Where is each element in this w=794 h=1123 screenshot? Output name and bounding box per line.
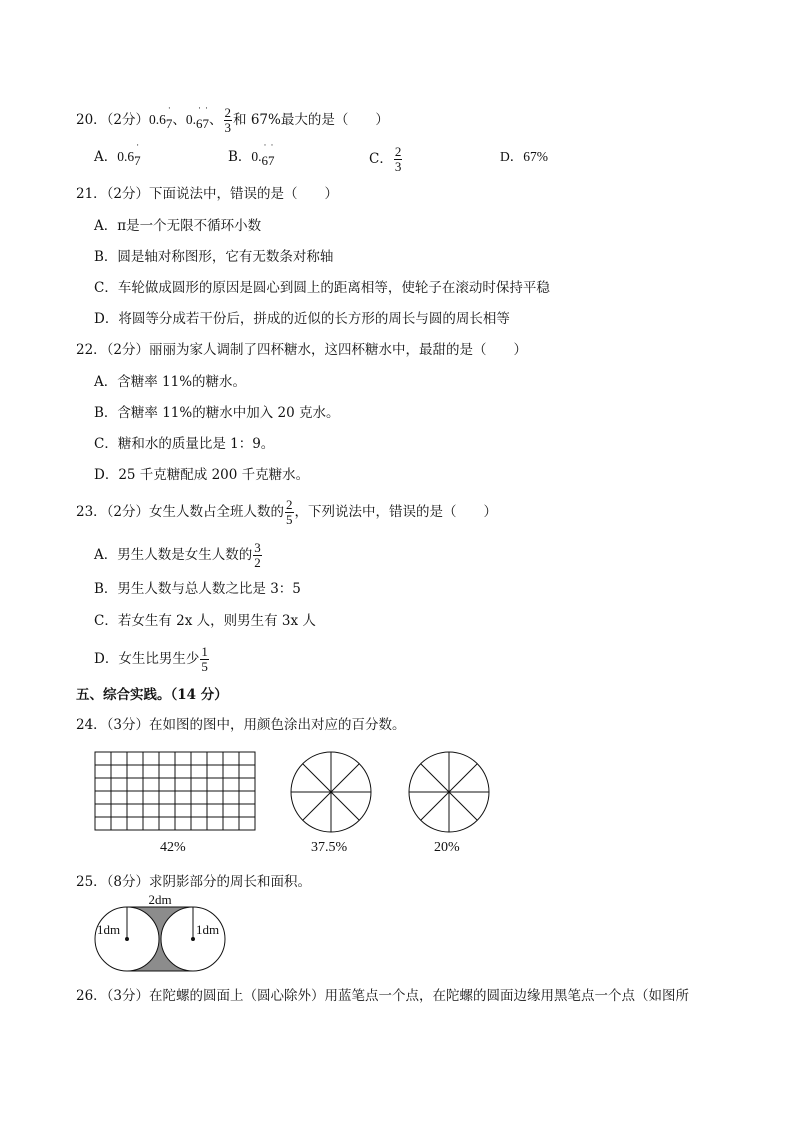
q20-fraction: $\frac{2}{3}$ xyxy=(224,105,232,135)
grid-cell[interactable] xyxy=(127,791,143,804)
q24-circle-2-label: 20% xyxy=(434,840,460,855)
q21-option-a[interactable]: A．π是一个无限不循环小数 xyxy=(94,218,262,234)
grid-cell[interactable] xyxy=(127,752,143,765)
q20-option-c[interactable]: C． $\frac{2}{3}$ xyxy=(369,144,402,174)
grid-cell[interactable] xyxy=(223,752,239,765)
q22-option-c[interactable]: C．糖和水的质量比是 1：9。 xyxy=(94,436,275,452)
grid-cell[interactable] xyxy=(111,765,127,778)
q25-left-label: 1dm xyxy=(97,922,121,937)
grid-cell[interactable] xyxy=(223,778,239,791)
grid-cell[interactable] xyxy=(159,804,175,817)
q25-stem: 25．（8分）求阴影部分的周长和面积。 xyxy=(76,874,312,890)
grid-cell[interactable] xyxy=(207,817,223,830)
grid-cell[interactable] xyxy=(127,804,143,817)
q20-suffix: 和 67%最大的是（ ） xyxy=(233,112,389,128)
q20-prefix: 20．（2分） xyxy=(76,112,150,128)
grid-cell[interactable] xyxy=(207,765,223,778)
grid-cell[interactable] xyxy=(175,778,191,791)
q25-figure xyxy=(90,893,232,979)
q23-option-d[interactable]: D．女生比男生少 $\frac{1}{5}$ xyxy=(94,644,208,674)
q24-grid[interactable] xyxy=(94,751,256,831)
grid-cell[interactable] xyxy=(239,817,255,830)
q25-top-label: 2dm xyxy=(148,893,172,907)
q22-stem: 22．（2分）丽丽为家人调制了四杯糖水，这四杯糖水中，最甜的是（ ） xyxy=(76,342,528,358)
q22-option-d[interactable]: D．25 千克糖配成 200 千克糖水。 xyxy=(94,467,310,483)
grid-cell[interactable] xyxy=(175,817,191,830)
grid-cell[interactable] xyxy=(159,752,175,765)
q20-option-b[interactable]: B．0. ·· 67 xyxy=(228,140,278,168)
grid-cell[interactable] xyxy=(207,804,223,817)
grid-cell[interactable] xyxy=(191,752,207,765)
grid-cell[interactable] xyxy=(223,817,239,830)
grid-cell[interactable] xyxy=(191,778,207,791)
q24-circle-1[interactable] xyxy=(290,751,372,833)
q20-option-a[interactable]: A．0.6 · 7 xyxy=(94,140,141,168)
grid-cell[interactable] xyxy=(191,765,207,778)
q22-option-b[interactable]: B．含糖率 11%的糖水中加入 20 克水。 xyxy=(94,405,340,421)
q24-grid-label: 42% xyxy=(160,840,186,855)
q23-stem: 23．（2分）女生人数占全班人数的 $\frac{2}{5}$ ，下列说法中，错误的是（ ） xyxy=(76,497,498,527)
grid-cell[interactable] xyxy=(223,804,239,817)
grid-cell[interactable] xyxy=(159,778,175,791)
grid-cell[interactable] xyxy=(111,791,127,804)
q24-circle-1-label: 37.5% xyxy=(311,840,348,855)
q21-option-c[interactable]: C．车轮做成圆形的原因是圆心到圆上的距离相等，使轮子在滚动时保持平稳 xyxy=(94,280,550,296)
grid-cell[interactable] xyxy=(207,752,223,765)
q22-option-a[interactable]: A．含糖率 11%的糖水。 xyxy=(94,374,247,390)
grid-cell[interactable] xyxy=(127,778,143,791)
q21-stem: 21．（2分）下面说法中，错误的是（ ） xyxy=(76,186,339,202)
q25-left-center xyxy=(125,937,129,941)
q20-sep-2: 、 xyxy=(209,112,223,128)
grid-cell[interactable] xyxy=(95,778,111,791)
q23-option-b[interactable]: B．男生人数与总人数之比是 3：5 xyxy=(94,581,301,597)
grid-cell[interactable] xyxy=(191,817,207,830)
grid-cell[interactable] xyxy=(159,791,175,804)
grid-cell[interactable] xyxy=(95,791,111,804)
grid-cell[interactable] xyxy=(143,778,159,791)
grid-cell[interactable] xyxy=(95,804,111,817)
q26-stem: 26．（3分）在陀螺的圆面上（圆心除外）用蓝笔点一个点，在陀螺的圆面边缘用黑笔点一个点（如图所 xyxy=(76,988,690,1004)
grid-cell[interactable] xyxy=(111,804,127,817)
grid-cell[interactable] xyxy=(223,765,239,778)
grid-cell[interactable] xyxy=(175,804,191,817)
grid-cell[interactable] xyxy=(127,817,143,830)
grid-cell[interactable] xyxy=(95,765,111,778)
grid-cell[interactable] xyxy=(159,817,175,830)
grid-cell[interactable] xyxy=(143,752,159,765)
grid-cell[interactable] xyxy=(175,752,191,765)
section-5-title: 五、综合实践。（14 分） xyxy=(76,687,228,703)
q21-option-d[interactable]: D．将圆等分成若干份后，拼成的近似的长方形的周长与圆的周长相等 xyxy=(94,311,510,327)
grid-cell[interactable] xyxy=(239,752,255,765)
grid-cell[interactable] xyxy=(223,791,239,804)
q24-circle-2[interactable] xyxy=(408,751,490,833)
q21-option-b[interactable]: B．圆是轴对称图形，它有无数条对称轴 xyxy=(94,249,334,265)
grid-cell[interactable] xyxy=(95,752,111,765)
q20-sep-1: 、 xyxy=(172,112,186,128)
grid-cell[interactable] xyxy=(175,791,191,804)
q24-stem: 24．（3分）在如图的图中，用颜色涂出对应的百分数。 xyxy=(76,717,406,733)
q20-option-d[interactable]: D．67% xyxy=(500,149,548,164)
grid-cell[interactable] xyxy=(143,765,159,778)
q23-option-a[interactable]: A．男生人数是女生人数的 $\frac{3}{2}$ xyxy=(94,540,261,570)
grid-cell[interactable] xyxy=(143,817,159,830)
grid-cell[interactable] xyxy=(191,804,207,817)
grid-cell[interactable] xyxy=(143,804,159,817)
q23-fraction: $\frac{2}{5}$ xyxy=(286,497,293,527)
grid-cell[interactable] xyxy=(143,791,159,804)
q23-option-c[interactable]: C．若女生有 2x 人，则男生有 3x 人 xyxy=(94,613,316,629)
q20-stem xyxy=(76,103,389,135)
q25-right-center xyxy=(191,937,195,941)
grid-cell[interactable] xyxy=(159,765,175,778)
q20-decimal-1: 0.6 · 7 xyxy=(149,103,173,131)
grid-cell[interactable] xyxy=(207,778,223,791)
q20-decimal-2: 0. ·· 67 xyxy=(185,103,213,131)
q25-right-label: 1dm xyxy=(196,922,220,937)
grid-cell[interactable] xyxy=(207,791,223,804)
grid-cell[interactable] xyxy=(95,817,111,830)
grid-cell[interactable] xyxy=(175,765,191,778)
grid-cell[interactable] xyxy=(239,804,255,817)
grid-cell[interactable] xyxy=(191,791,207,804)
grid-cell[interactable] xyxy=(239,778,255,791)
grid-cell[interactable] xyxy=(127,765,143,778)
grid-cell[interactable] xyxy=(111,752,127,765)
grid-cell[interactable] xyxy=(111,817,127,830)
grid-cell[interactable] xyxy=(239,791,255,804)
grid-cell[interactable] xyxy=(111,778,127,791)
grid-cell[interactable] xyxy=(239,765,255,778)
